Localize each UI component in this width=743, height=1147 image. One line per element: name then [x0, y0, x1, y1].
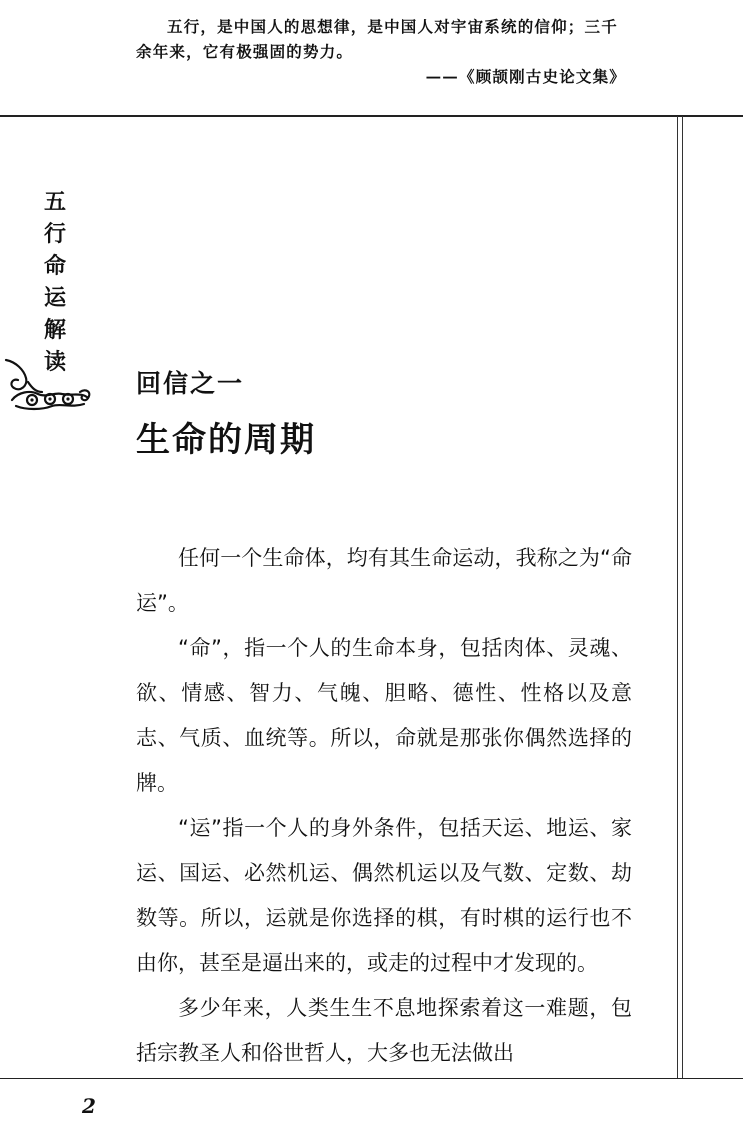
epigraph-text: 五行，是中国人的思想律，是中国人对宇宙系统的信仰；三千余年来，它有极强固的势力。: [136, 17, 618, 61]
running-title-char: 五: [43, 189, 66, 215]
running-title-char: 读: [43, 349, 66, 375]
running-title-char: 行: [43, 221, 66, 247]
margin-line-left: [677, 116, 678, 1078]
chapter-series-label: 回信之一: [136, 369, 245, 398]
running-title-char: 运: [43, 285, 66, 311]
paragraph: “命”，指一个人的生命本身，包括肉体、灵魂、欲、情感、智力、气魄、胆略、德性、性格以及意志、气质、血统等。所以，命就是那张你偶然选择的牌。: [136, 636, 632, 795]
epigraph-source: ——《顾颉刚古史论文集》: [425, 67, 626, 86]
paragraph: 多少年来，人类生生不息地探索着这一难题，包括宗教圣人和俗世哲人，大多也无法做出: [136, 996, 632, 1065]
page-number: 2: [82, 1094, 96, 1118]
body-text: [136, 536, 632, 1076]
cloud-scroll-ornament-icon: [2, 352, 94, 412]
running-title: [42, 186, 68, 378]
paragraph: 任何一个生命体，均有其生命运动，我称之为“命运”。: [136, 546, 632, 615]
chapter-title: 生命的周期: [136, 420, 316, 460]
margin-line-right: [682, 116, 683, 1078]
running-title-char: 解: [43, 317, 66, 343]
paragraph: “运”指一个人的身外条件，包括天运、地运、家运、国运、必然机运、偶然机运以及气数、定数、劫数等。所以，运就是你选择的棋，有时棋的运行也不由你，甚至是逼出来的，或走的过程中才发现的。: [136, 816, 632, 975]
header-rule: [0, 115, 743, 117]
epigraph: [136, 14, 626, 89]
running-title-char: 命: [43, 253, 66, 279]
footer-rule: [0, 1078, 743, 1079]
